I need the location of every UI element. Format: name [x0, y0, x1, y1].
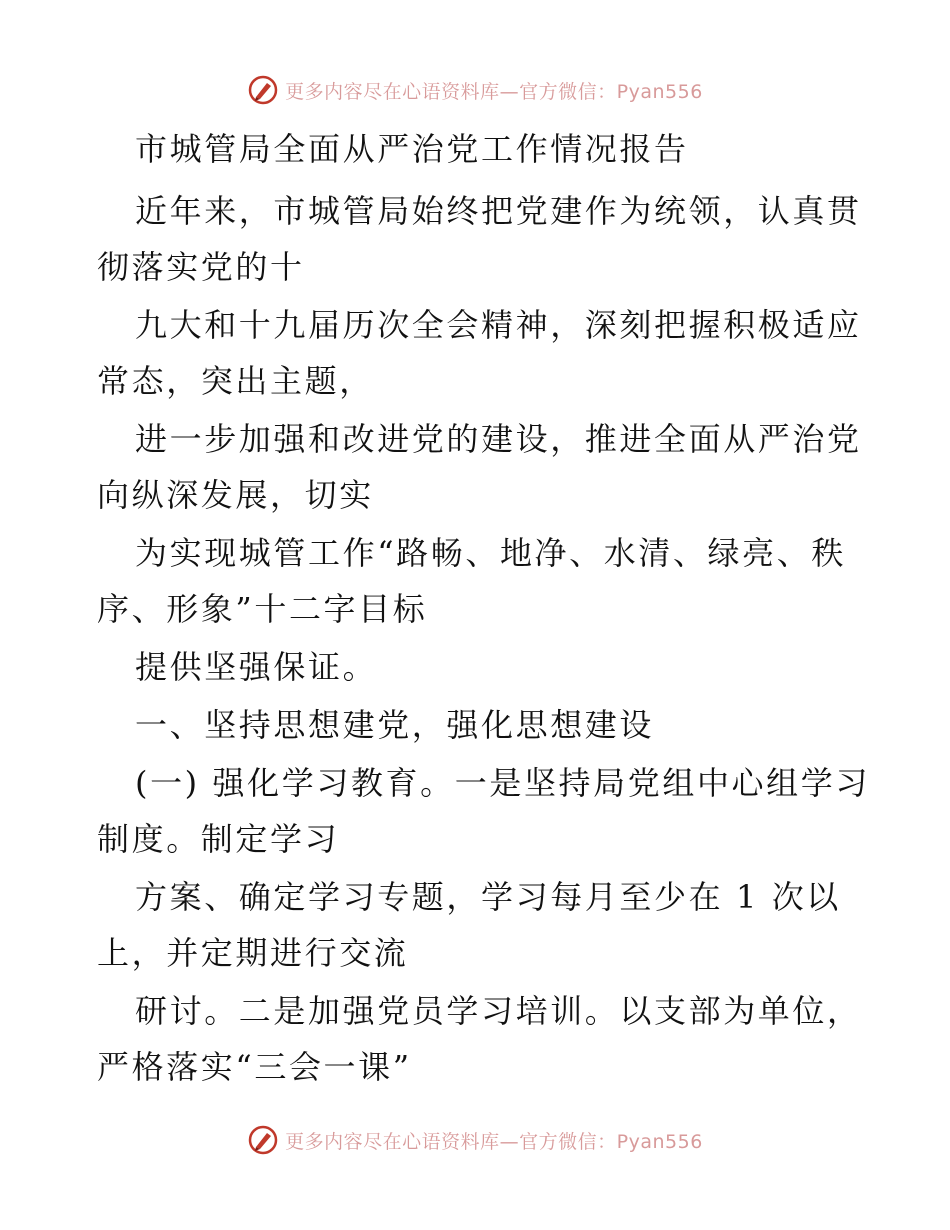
text-line: 制度。制定学习 [97, 820, 340, 858]
text-line: 序、形象”十二字目标 [97, 590, 428, 628]
text-line: 研讨。二是加强党员学习培训。以支部为单位， [135, 992, 862, 1030]
pen-in-circle-icon [247, 74, 279, 106]
text-line: 严格落实“三会一课” [97, 1048, 412, 1086]
watermark-text: 更多内容尽在心语资料库—官方微信：Pyan556 [285, 1130, 703, 1153]
text-line: 九大和十九届历次全会精神，深刻把握积极适应 [135, 306, 862, 344]
text-line: 向纵深发展，切实 [97, 476, 374, 514]
document-title: 市城管局全面从严治党工作情况报告 [135, 130, 689, 168]
text-line: 方案、确定学习专题，学习每月至少在 1 次以 [135, 878, 841, 916]
watermark-header [0, 70, 950, 110]
text-line: 为实现城管工作“路畅、地净、水清、绿亮、秩 [135, 534, 846, 572]
text-line: 常态，突出主题， [97, 362, 374, 400]
text-line: 彻落实党的十 [97, 248, 305, 286]
text-line: (一) 强化学习教育。一是坚持局党组中心组学习 [135, 764, 870, 802]
watermark-text: 更多内容尽在心语资料库—官方微信：Pyan556 [285, 80, 703, 103]
watermark-footer [0, 1120, 950, 1160]
text-line: 近年来，市城管局始终把党建作为统领，认真贯 [135, 192, 862, 230]
pen-in-circle-icon [247, 1124, 279, 1156]
text-line: 提供坚强保证。 [135, 648, 378, 686]
text-line: 上，并定期进行交流 [97, 934, 409, 972]
text-line: 进一步加强和改进党的建设，推进全面从严治党 [135, 420, 862, 458]
section-heading: 一、坚持思想建党，强化思想建设 [135, 706, 655, 744]
